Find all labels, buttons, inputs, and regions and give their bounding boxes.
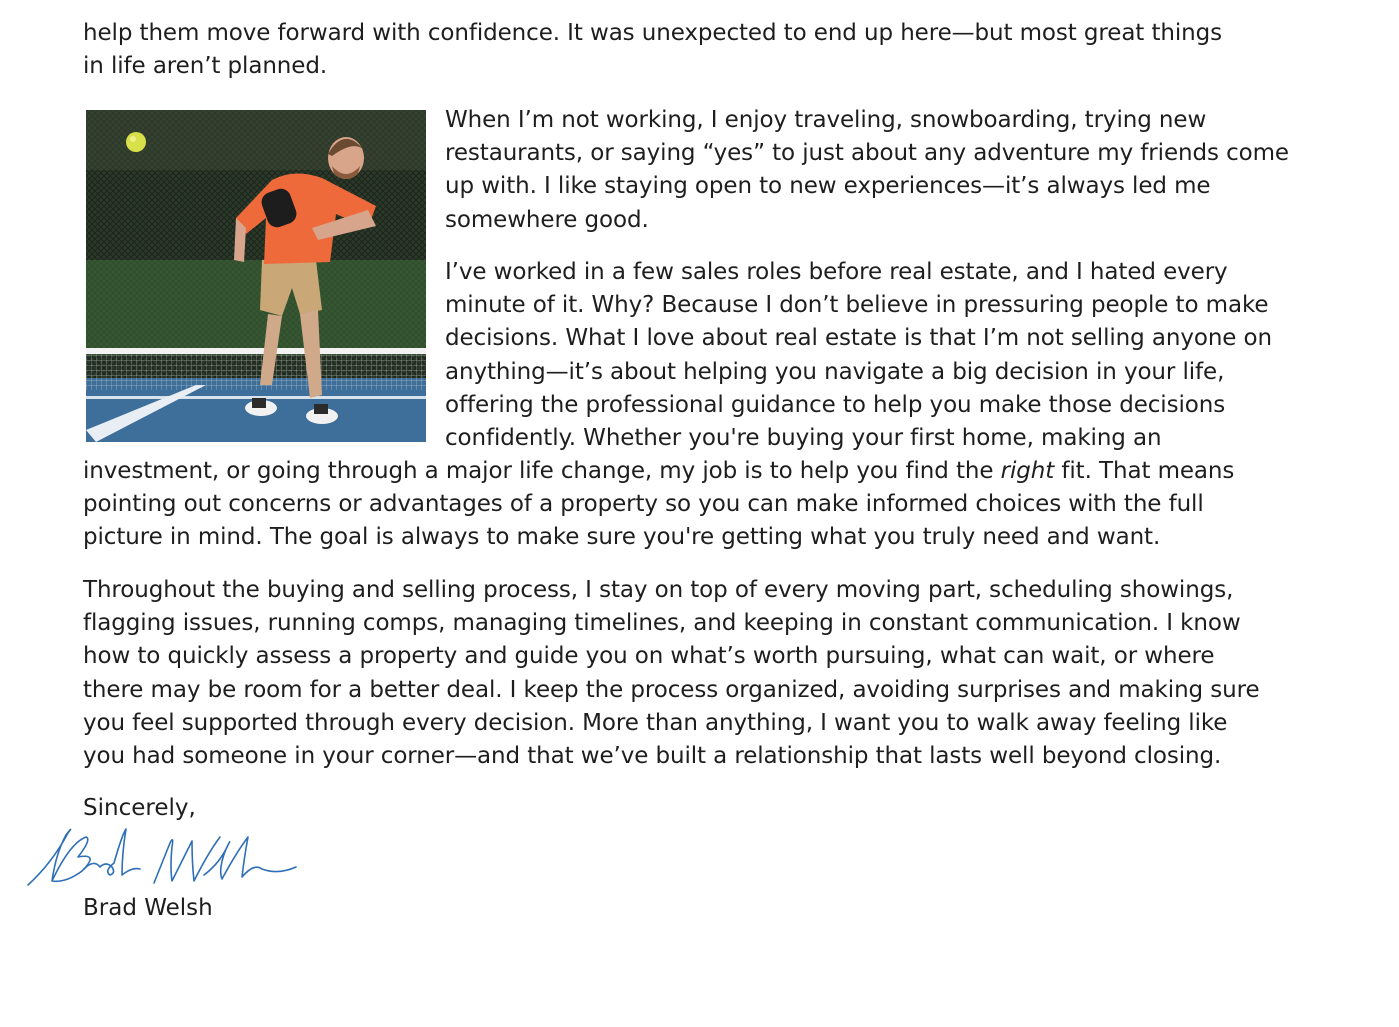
text-line: Throughout the buying and selling process, I stay on top of every moving part, scheduling showings, [83, 577, 1234, 603]
text-line: how to quickly assess a property and guide you on what’s worth pursuing, what can wait, or where [83, 643, 1215, 670]
text-line: minute of it. Why? Because I don’t believe in pressuring people to make [445, 292, 1269, 319]
text-line: picture in mind. The goal is always to make sure you're getting what you truly need and want. [83, 524, 1161, 551]
signature-drawing [22, 823, 302, 895]
paragraph-sales-beside-photo [445, 256, 1345, 455]
text-line: somewhere good. [445, 206, 649, 233]
paragraph-process [83, 574, 1345, 773]
closing-salutation: Sincerely, [83, 795, 196, 821]
text-line: you feel supported through every decision. More than anything, I want you to walk away feeling like [83, 709, 1228, 736]
text-line: pointing out concerns or advantages of a property so you can make informed choices with the full [83, 491, 1204, 518]
text-line: there may be room for a better deal. I keep the process organized, avoiding surprises and making sure [83, 676, 1260, 703]
handwritten-signature [22, 823, 302, 895]
text-segment: fit. That means [1054, 458, 1235, 484]
text-line-right-fit [83, 455, 1345, 488]
pickleball-player-photo [86, 110, 426, 442]
text-line: anything—it’s about helping you navigate a big decision in your life, [445, 358, 1225, 385]
text-line: help them move forward with confidence. It was unexpected to end up here—but most great things [83, 20, 1222, 46]
signer-name: Brad Welsh [83, 895, 213, 921]
text-line: in life aren’t planned. [83, 53, 328, 80]
text-line: When I’m not working, I enjoy traveling, snowboarding, trying new [445, 107, 1207, 133]
emphasis-right: right [1000, 458, 1055, 484]
text-line: I’ve worked in a few sales roles before real estate, and I hated every [445, 259, 1228, 285]
photo-illustration [86, 110, 426, 442]
text-line: offering the professional guidance to help you make those decisions [445, 391, 1226, 418]
paragraph-intro [83, 17, 1345, 83]
signature-strokes [28, 829, 296, 885]
text-line: restaurants, or saying “yes” to just about any adventure my friends come [445, 140, 1289, 167]
text-line: you had someone in your corner—and that we’ve built a relationship that lasts well beyond closing. [83, 743, 1222, 770]
text-line: confidently. Whether you're buying your first home, making an [445, 425, 1162, 452]
text-segment: investment, or going through a major life change, my job is to help you find the [83, 458, 1001, 484]
text-line: flagging issues, running comps, managing timelines, and keeping in constant communication. I know [83, 610, 1241, 637]
text-line: decisions. What I love about real estate is that I’m not selling anyone on [445, 325, 1273, 352]
paragraph-sales-full-width [83, 455, 1345, 555]
text-line: up with. I like staying open to new experiences—it’s always led me [445, 173, 1211, 200]
paragraph-hobbies [445, 104, 1345, 237]
